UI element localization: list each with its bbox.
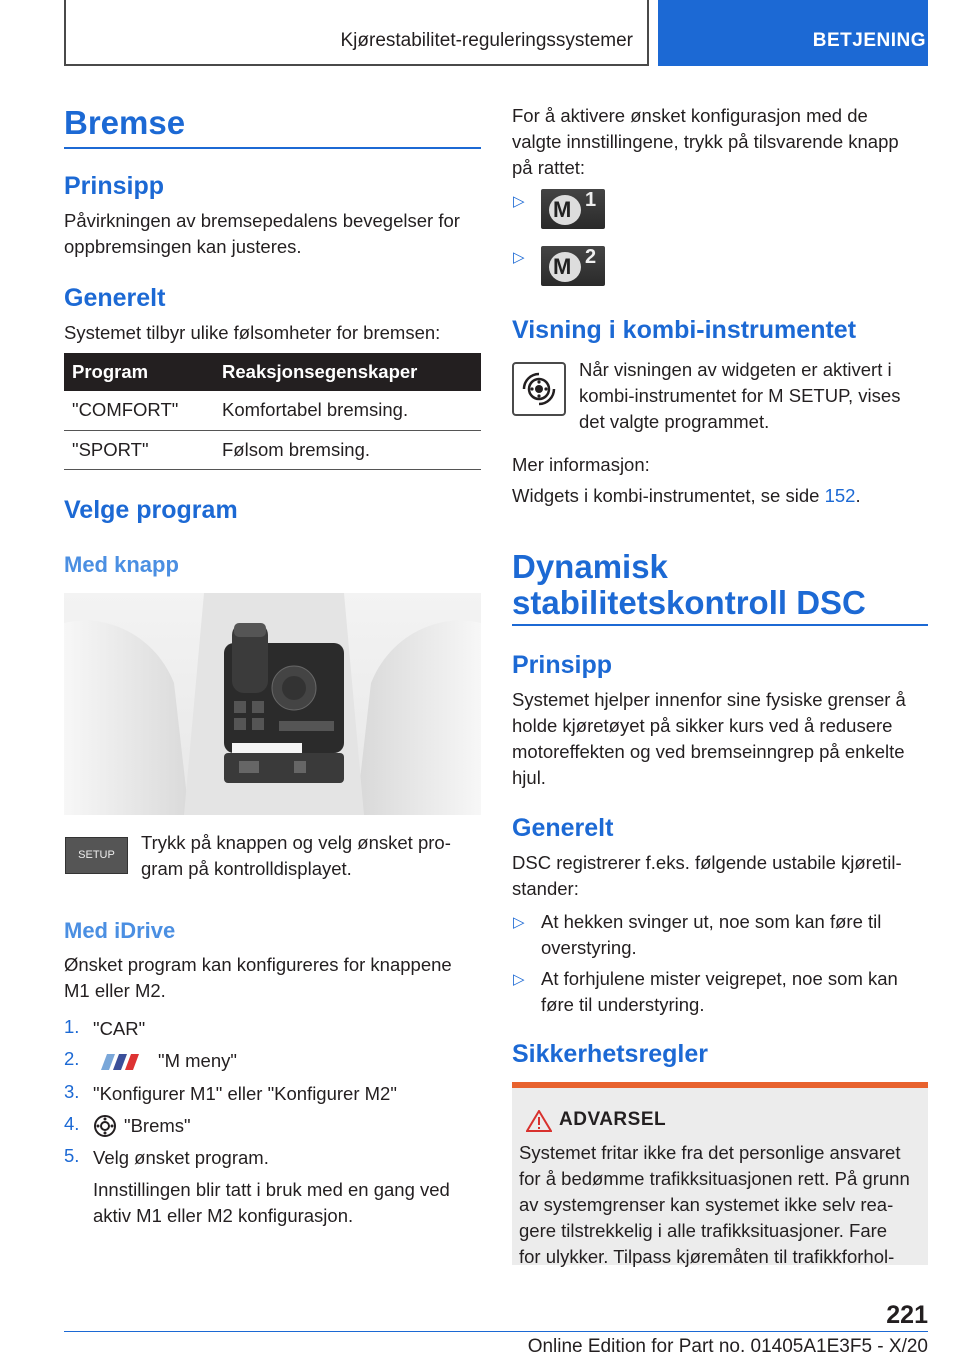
velge-program-heading: Velge program [64,496,238,524]
reference-line [512,483,861,509]
warning-box [512,1082,928,1265]
dsc-prinsipp-text-2: holde kjøretøyet på sikker kurs ved å redusere [512,715,893,736]
dsc-title-1: Dynamisk [512,548,668,585]
dsc-prinsipp-heading: Prinsipp [512,651,613,679]
sikkerhet-heading: Sikkerhetsregler [512,1040,708,1068]
bullet-text: At forhjulene mister veigrepet, noe som kan [541,968,898,989]
warning-text-3: av systemgrenser kan systemet ikke selv rea- [519,1194,894,1215]
bullet-triangle-icon: ▷ [513,249,525,266]
warning-label: ADVARSEL [559,1109,667,1130]
prinsipp-text-2: oppbremsingen kan justeres. [64,236,302,257]
step-text: "M meny" [158,1050,237,1071]
visning-text-1: Når visningen av widgeten er aktivert i [579,359,892,380]
table-cell: "SPORT" [64,430,214,469]
page-number: 221 [886,1301,928,1329]
step-text: Velg ønsket program. [93,1147,269,1168]
footer-edition: Online Edition for Part no. 01405A1E3F5 - X/20 [527,1336,928,1357]
dsc-generelt-text-2: stander: [512,878,579,899]
table-cell: Komfortabel bremsing. [214,391,481,430]
program-table [64,353,481,470]
intro-text-1: For å aktivere ønsket konfigurasjon med de [512,105,868,126]
warning-text-4: gere tilstrekkelig i alle trafikksituasjoner. Fare [519,1220,888,1241]
step-text: "Konfigurer M1" eller "Konfigurer M2" [93,1083,397,1104]
m-letter: M [553,254,572,279]
m2-button-icon [541,246,605,286]
warning-triangle-icon [526,1110,552,1132]
setup-label: SETUP [78,849,115,861]
page-link[interactable]: 152 [824,485,856,506]
table-header-program: Program [64,353,214,391]
med-knapp-heading: Med knapp [64,552,179,577]
idrive-text-1: Ønsket program kan konfigureres for knappene [64,954,452,975]
title-rule [64,147,481,149]
warning-text-1: Systemet fritar ikke fra det personlige ansvaret [519,1142,901,1163]
section-title-box [64,0,649,66]
reference-text: Widgets i kombi-instrumentet, se side [512,485,825,506]
brake-disc-icon [514,364,564,414]
dsc-generelt-heading: Generelt [512,814,614,842]
m-letter: M [553,197,572,222]
idrive-text-2: M1 eller M2. [64,980,166,1001]
dsc-title-2: stabilitetskontroll DSC [512,584,866,621]
intro-text-2: valgte innstillingene, trykk på tilsvarende knapp [512,131,899,152]
more-info-label: Mer informasjon: [512,454,650,475]
title-rule [512,624,928,626]
step-text: "Brems" [124,1115,191,1136]
bullet-text: overstyring. [541,937,637,958]
med-knapp-text-2: gram på kontrolldisplayet. [141,858,352,879]
bullet-text: At hekken svinger ut, noe som kan føre til [541,911,882,932]
table-cell: Følsom bremsing. [214,430,481,469]
table-row [64,430,481,469]
setup-button-icon [65,837,128,874]
dsc-prinsipp-text-4: hjul. [512,767,546,788]
prinsipp-heading: Prinsipp [64,172,165,200]
bullet-triangle-icon: ▷ [513,914,525,931]
reference-end: . [855,485,861,506]
dsc-generelt-text-1: DSC registrerer f.eks. følgende ustabile kjøretil- [512,852,902,873]
visning-text-2: kombi-instrumentet for M SETUP, vises [579,385,901,406]
center-console-illustration [64,593,481,815]
generelt-heading: Generelt [64,284,166,312]
chapter-title: BETJENING [812,30,926,51]
visning-text-3: det valgte programmet. [579,411,770,432]
step-number: 1. [64,1016,80,1037]
med-knapp-text-1: Trykk på knappen og velg ønsket pro- [141,832,451,853]
visning-heading: Visning i kombi-instrumentet [512,316,857,344]
step-number: 2. [64,1048,80,1069]
m-number: 1 [585,189,597,211]
footer-rule [64,1331,928,1332]
generelt-text: Systemet tilbyr ulike følsomheter for bremsen: [64,322,441,343]
intro-text-3: på rattet: [512,157,586,178]
table-header-reaksjon: Reaksjonsegenskaper [214,353,481,391]
chapter-tab [658,0,928,66]
warning-bar [512,1082,928,1088]
table-cell: "COMFORT" [64,391,214,430]
section-title: Kjørestabilitet-reguleringssystemer [340,30,633,51]
step-note-2: aktiv M1 eller M2 konfigurasjon. [93,1205,354,1226]
step-number: 3. [64,1081,80,1102]
bullet-text: føre til understyring. [541,994,705,1015]
m-number: 2 [585,246,597,268]
dsc-prinsipp-text-1: Systemet hjelper innenfor sine fysiske grenser å [512,689,906,710]
table-row [64,391,481,430]
m1-button-icon [541,189,605,229]
step-text: "CAR" [93,1018,146,1039]
prinsipp-text-1: Påvirkningen av bremsepedalens bevegelser for [64,210,460,231]
step-note-1: Innstillingen blir tatt i bruk med en gang ved [93,1179,450,1200]
brake-disc-icon [93,1114,117,1138]
warning-text-5: for ulykker. Tilpass kjøremåten til trafikkforhol- [519,1246,895,1267]
bremse-title: Bremse [64,104,186,141]
page-header [64,0,928,66]
center-console-image [64,593,481,815]
bullet-triangle-icon: ▷ [513,971,525,988]
step-number: 4. [64,1113,80,1134]
m-stripes-icon [93,1052,149,1072]
bullet-triangle-icon: ▷ [513,193,525,210]
warning-text-2: for å bedømme trafikksituasjonen rett. På grunn [519,1168,910,1189]
dsc-prinsipp-text-3: motoreffekten og ved bremseinngrep på enkelte [512,741,905,762]
widget-brake-icon [512,362,566,416]
med-idrive-heading: Med iDrive [64,918,176,943]
step-number: 5. [64,1145,80,1166]
